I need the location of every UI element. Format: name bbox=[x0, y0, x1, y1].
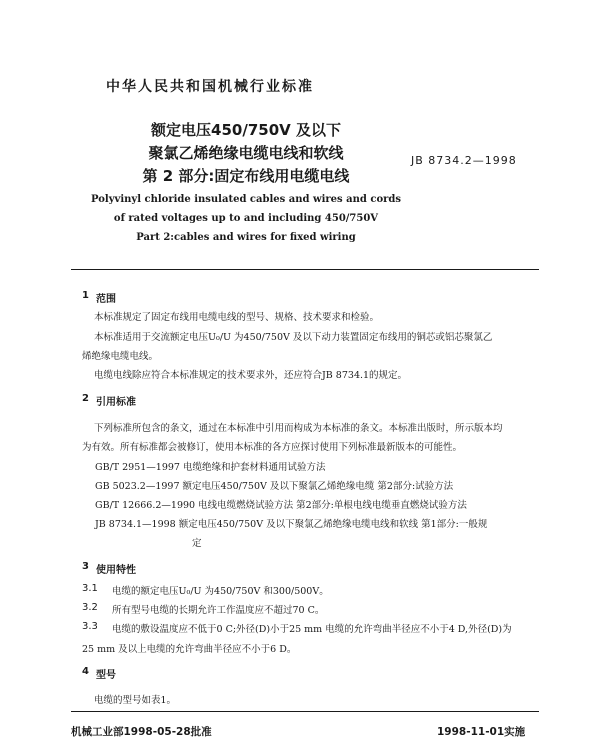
title-en-line-1: Polyvinyl chloride insulated cables and wires and cords bbox=[90, 194, 401, 205]
title-zh-line-1: 额定电压450/750V 及以下 bbox=[151, 121, 341, 139]
clause-3-3-text-cont: 25 mm 及以上电缆的允许弯曲半径应不小于6 D。 bbox=[82, 644, 297, 655]
section-1-title: 范围 bbox=[96, 294, 116, 305]
reference-standard: JB 8734.1—1998 额定电压450/750V 及以下聚氯乙烯绝缘电缆电线和软线 第1部分:一般规 bbox=[95, 519, 488, 530]
section-1-paragraph-3: 电缆电线除应符合本标准规定的技术要求外，还应符合JB 8734.1的规定。 bbox=[94, 370, 408, 381]
section-2-number: 2 bbox=[82, 393, 89, 404]
clause-3-1-number: 3.1 bbox=[82, 583, 98, 594]
section-4-title: 型号 bbox=[96, 670, 116, 681]
approval-date: 机械工业部1998-05-28批准 bbox=[71, 726, 212, 738]
title-zh-line-3: 第 2 部分:固定布线用电缆电线 bbox=[142, 167, 350, 185]
section-2-title: 引用标准 bbox=[96, 397, 136, 408]
clause-3-3-text: 电缆的敷设温度应不低于0 C;外径(D)小于25 mm 电缆的允许弯曲半径应不小于4 D,外径(D)为 bbox=[112, 624, 512, 635]
industry-standard-heading: 中华人民共和国机械行业标准 bbox=[106, 79, 314, 95]
section-4-number: 4 bbox=[82, 666, 89, 677]
section-2-paragraph-1-cont: 为有效。所有标准都会被修订，使用本标准的各方应探讨使用下列标准最新版本的可能性。 bbox=[82, 442, 463, 453]
section-1-paragraph-2: 本标准适用于交流额定电压U₀/U 为450/750V 及以下动力装置固定布线用的铜芯或铝芯聚氯乙 bbox=[94, 332, 493, 343]
reference-standard-cont: 定 bbox=[192, 538, 202, 549]
section-4-paragraph-1: 电缆的型号如表1。 bbox=[94, 695, 177, 706]
title-en-line-2: of rated voltages up to and including 450/750V bbox=[113, 213, 379, 224]
title-zh-line-2: 聚氯乙烯绝缘电缆电线和软线 bbox=[148, 144, 344, 162]
section-3-number: 3 bbox=[82, 561, 89, 572]
section-1-paragraph-1: 本标准规定了固定布线用电缆电线的型号、规格、技术要求和检验。 bbox=[94, 312, 380, 323]
title-en-line-3: Part 2:cables and wires for fixed wiring bbox=[136, 232, 356, 243]
standard-number: JB 8734.2—1998 bbox=[411, 154, 517, 167]
footer-divider bbox=[71, 711, 539, 712]
reference-standard: GB/T 2951—1997 电缆绝缘和护套材料通用试验方法 bbox=[95, 462, 326, 473]
clause-3-2-number: 3.2 bbox=[82, 602, 98, 613]
section-2-paragraph-1: 下列标准所包含的条文，通过在本标准中引用而构成为本标准的条文。本标准出版时，所示版本均 bbox=[94, 423, 503, 434]
clause-3-3-number: 3.3 bbox=[82, 621, 98, 632]
section-1-number: 1 bbox=[82, 290, 89, 301]
header-divider bbox=[71, 269, 539, 270]
section-3-title: 使用特性 bbox=[96, 565, 136, 576]
reference-standard: GB 5023.2—1997 额定电压450/750V 及以下聚氯乙烯绝缘电缆 第2部分:试验方法 bbox=[95, 481, 454, 492]
clause-3-2-text: 所有型号电缆的长期允许工作温度应不超过70 C。 bbox=[112, 605, 325, 616]
clause-3-1-text: 电缆的额定电压U₀/U 为450/750V 和300/500V。 bbox=[112, 586, 329, 597]
section-1-paragraph-2-cont: 烯绝缘电缆电线。 bbox=[82, 351, 159, 362]
implementation-date: 1998-11-01实施 bbox=[437, 726, 526, 738]
reference-standard: GB/T 12666.2—1990 电线电缆燃烧试验方法 第2部分:单根电线电缆垂直燃烧试验方法 bbox=[95, 500, 467, 511]
